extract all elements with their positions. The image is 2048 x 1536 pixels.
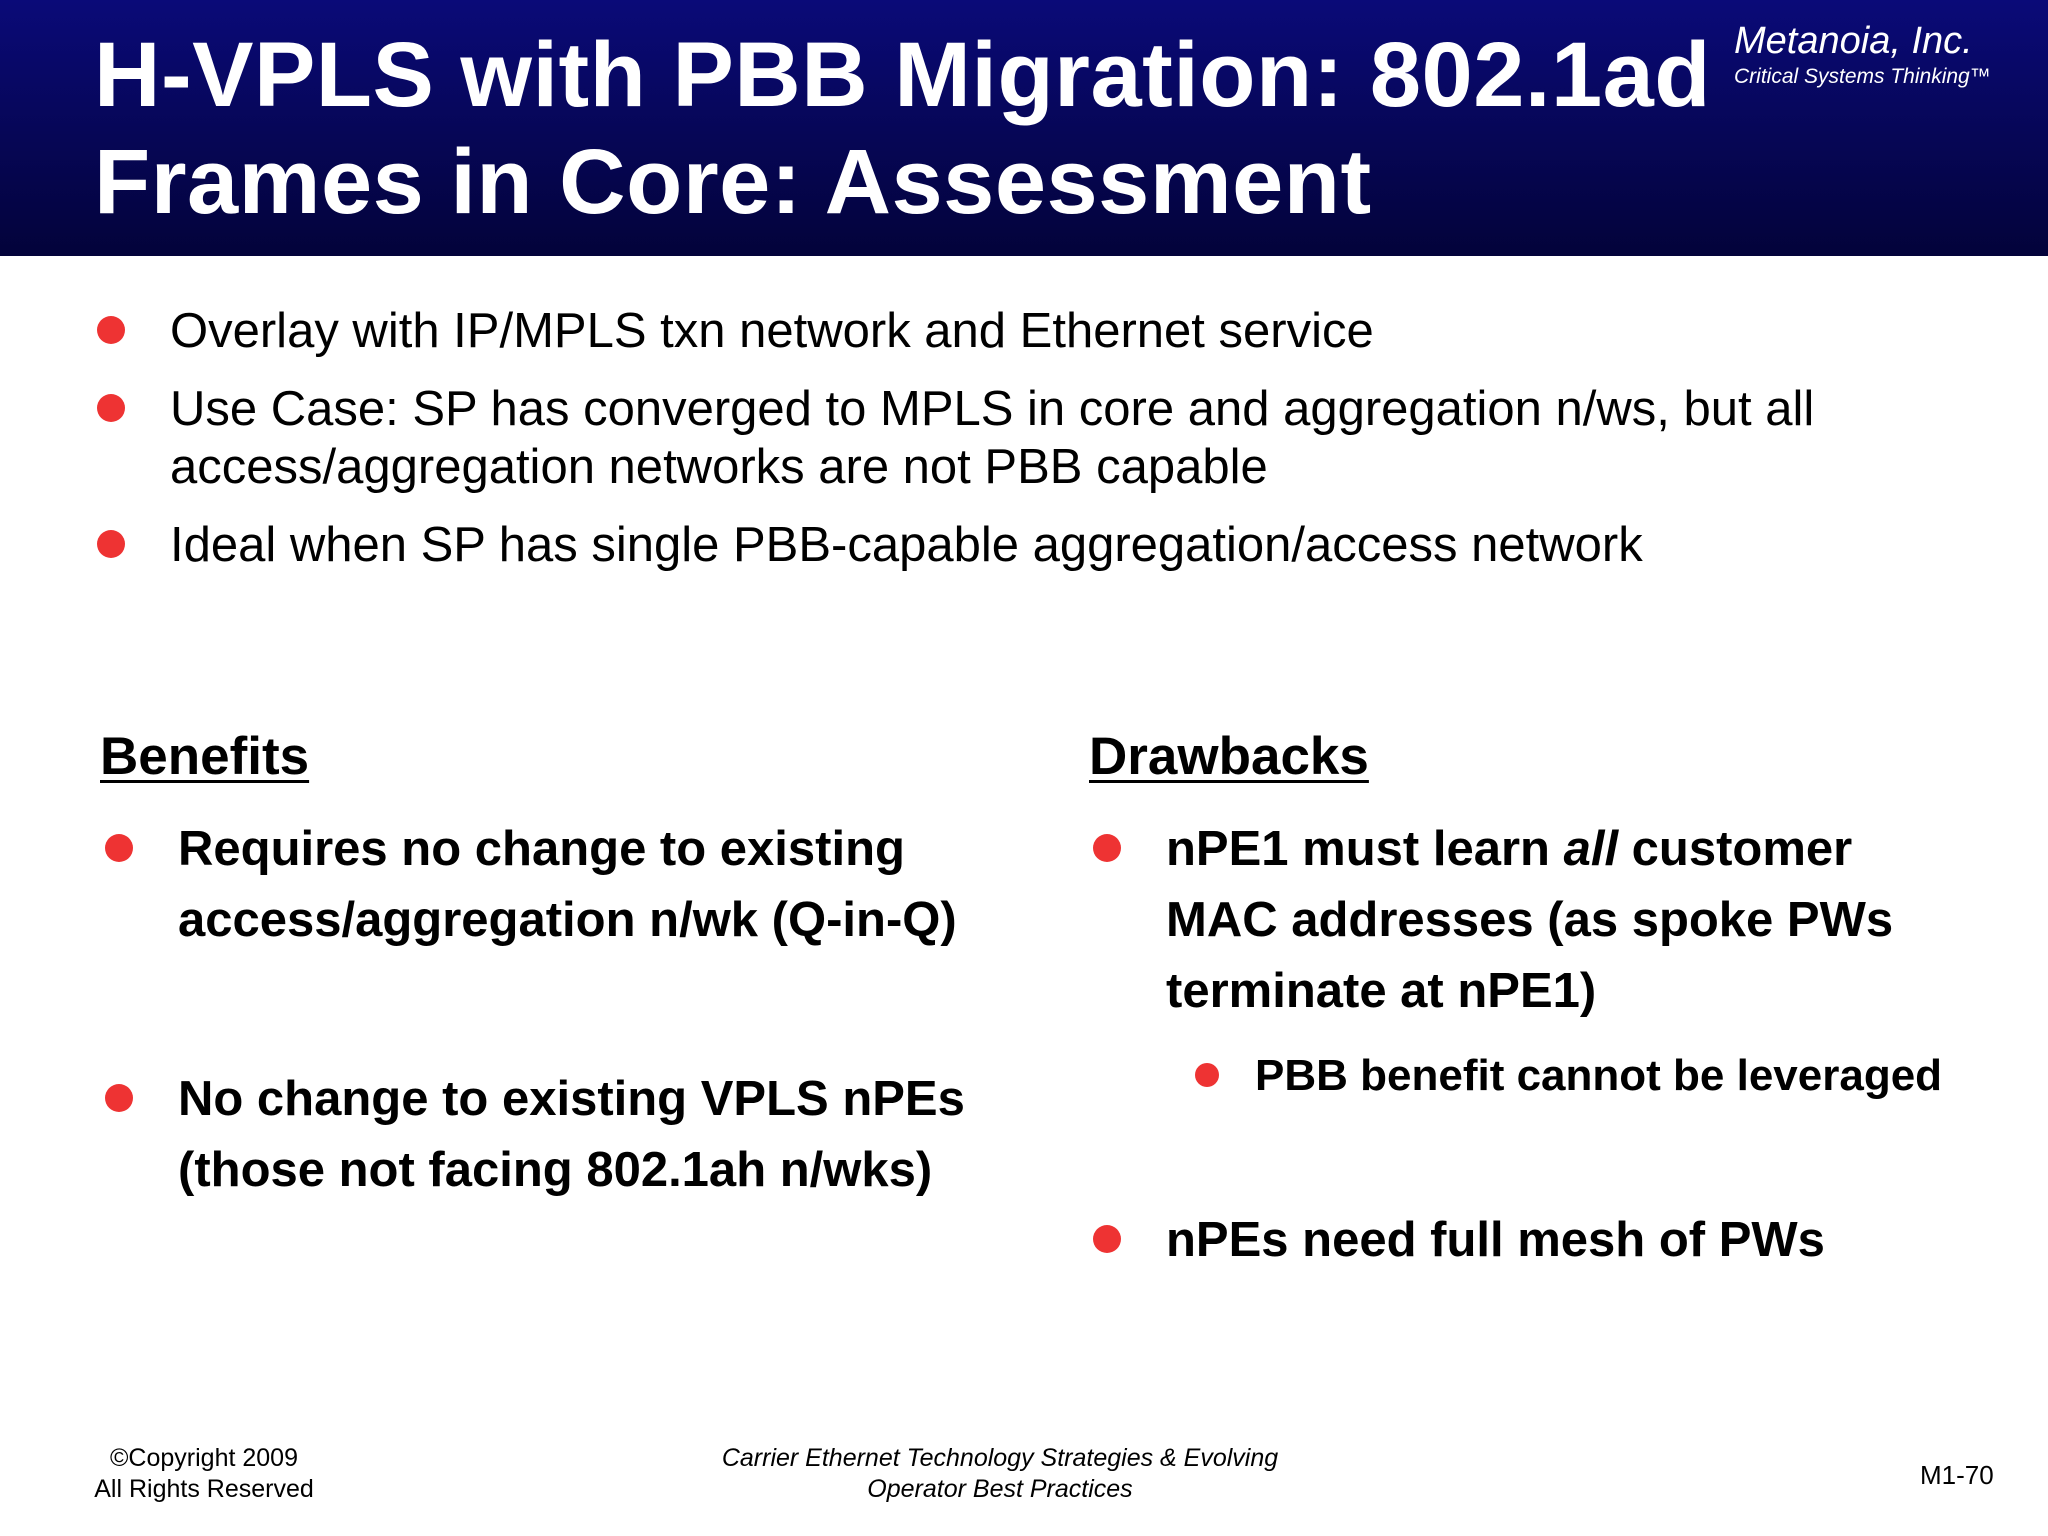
bullet-text: Overlay with IP/MPLS txn network and Ethernet service [170, 304, 1374, 358]
top-bullet-list [94, 302, 1994, 594]
benefit-text-continued: access/aggregation n/wk (Q-in-Q) [178, 893, 957, 947]
drawback-sub-text: PBB benefit cannot be leveraged [1255, 1051, 1943, 1100]
copyright [84, 1443, 324, 1505]
course-title-line-1: Carrier Ethernet Technology Strategies & Evolving [721, 1444, 1279, 1472]
bullet-dot-icon [105, 834, 133, 862]
benefits-heading: Benefits [100, 727, 310, 786]
slide-title [94, 22, 1734, 236]
drawback-text: nPEs need full mesh of PWs [1166, 1213, 1825, 1267]
bullet-dot-icon [105, 1084, 133, 1112]
page-number: M1-70 [1920, 1460, 1994, 1490]
bullet-dot-icon [1093, 1225, 1121, 1253]
bullet-dot-icon [97, 530, 125, 558]
drawback-text-continued: terminate at nPE1) [1166, 964, 1597, 1018]
slide-title-line-2: Frames in Core: Assessment [94, 131, 1372, 233]
drawback-text: nPE1 must learn all customer [1166, 822, 1853, 876]
drawback-item [1166, 814, 1893, 1027]
drawback-item [1166, 1205, 1825, 1276]
bullet-text-continued: access/aggregation networks are not PBB capable [170, 440, 1268, 494]
bullet-dot-icon [1195, 1063, 1219, 1087]
top-bullet-item [94, 516, 1994, 574]
copyright-line: ©Copyright 2009 [110, 1444, 298, 1472]
course-title-line-2: Operator Best Practices [867, 1475, 1133, 1503]
drawback-text-continued: MAC addresses (as spoke PWs [1166, 893, 1894, 947]
bullet-dot-icon [97, 316, 125, 344]
bullet-text: Ideal when SP has single PBB-capable aggregation/access network [170, 518, 1643, 572]
benefit-text-continued: (those not facing 802.1ah n/wks) [178, 1143, 933, 1197]
bullet-text: Use Case: SP has converged to MPLS in core and aggregation n/ws, but all [170, 382, 1815, 436]
benefit-item [178, 1064, 965, 1206]
slide-title-line-1: H-VPLS with PBB Migration: 802.1ad [94, 24, 1711, 126]
drawbacks-heading: Drawbacks [1089, 727, 1369, 786]
benefit-text: Requires no change to existing [178, 822, 905, 876]
company-name: Metanoia, Inc. [1734, 20, 1973, 62]
benefit-text: No change to existing VPLS nPEs [178, 1072, 965, 1126]
bullet-dot-icon [97, 394, 125, 422]
benefit-item [178, 814, 957, 956]
top-bullet-item [94, 380, 1994, 496]
course-title [660, 1443, 1340, 1505]
bullet-dot-icon [1093, 834, 1121, 862]
company-logo [1734, 18, 1991, 90]
title-bar [0, 0, 2048, 256]
company-tagline: Critical Systems Thinking™ [1734, 65, 1991, 88]
top-bullet-item [94, 302, 1994, 360]
rights-line: All Rights Reserved [94, 1475, 314, 1503]
drawback-sub-item [1255, 1047, 1942, 1105]
